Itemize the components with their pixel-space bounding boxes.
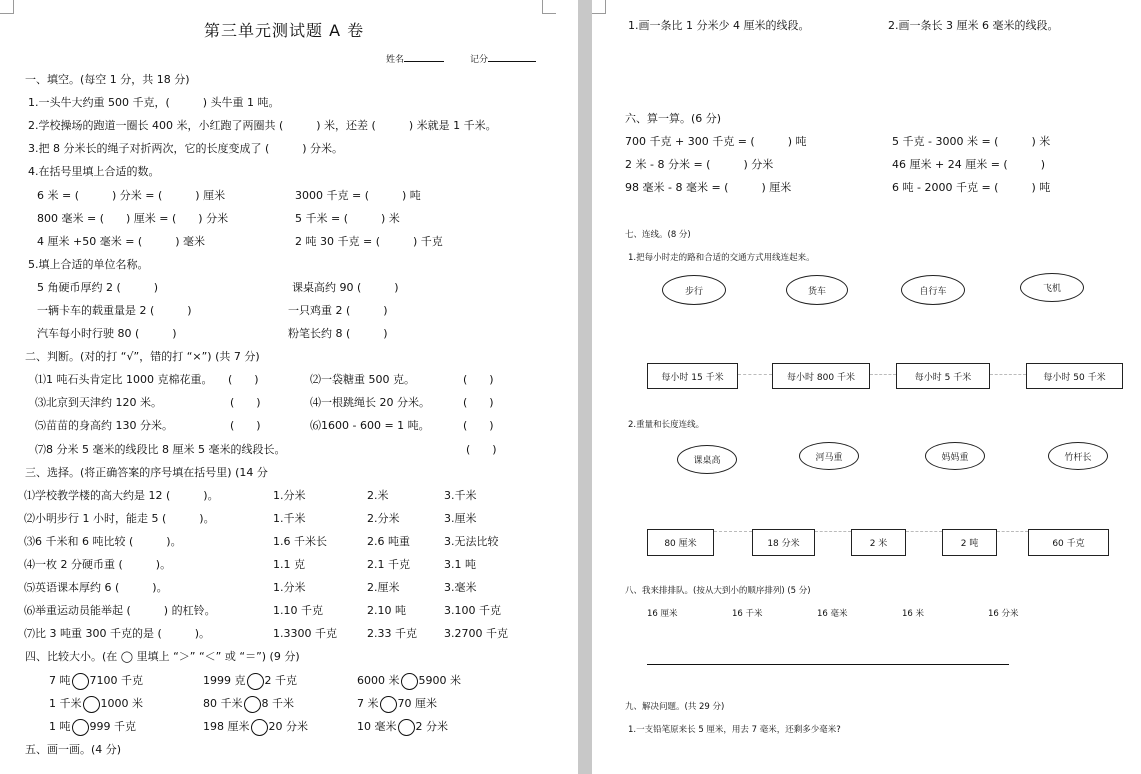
name-input-line[interactable] [404,52,444,62]
choice-question: ⑷一枚 2 分硬币重 ( )。 [24,558,172,571]
match-oval-pole-length[interactable]: 竹杆长 [1048,442,1108,470]
section-4-header: 四、比较大小。(在 ◯ 里填上 “＞” “＜” 或 “＝”) (9 分) [25,650,300,663]
match-instruction-1: 1.把每小时走的路和合适的交通方式用线连起来。 [628,253,815,263]
compare-left: 80 千米 [203,697,243,710]
question-1-5b: 课桌高约 90 ( ) [292,281,399,294]
score-input-line[interactable] [488,52,536,62]
judge-item-1: ⑴1 吨石头肯定比 1000 克棉花重。 [35,373,213,386]
choice-option-2[interactable]: 2.分米 [367,512,400,525]
page-gutter [578,0,592,774]
compare-left: 6000 米 [357,674,400,687]
score-field [470,52,536,66]
dashed-connector [990,374,1026,375]
compare-right: 2 分米 [415,720,448,733]
crop-mark [0,0,14,14]
choice-option-2[interactable]: 2.1 千克 [367,558,410,571]
question-1-3: 3.把 8 分米长的绳子对折两次，它的长度变成了 ( ) 分米。 [28,142,344,155]
question-1-4a: 6 米 = ( ) 分米 = ( ) 厘米 [37,189,226,202]
section-7-header: 七、连线。(8 分) [625,230,691,240]
compare-item [203,718,308,736]
choice-option-1[interactable]: 1.千米 [273,512,306,525]
compare-right: 2 千克 [264,674,297,687]
question-1-4: 4.在括号里填上合适的数。 [28,165,160,178]
match-rect-50km[interactable]: 每小时 50 千米 [1026,363,1123,389]
choice-question: ⑸英语课本厚约 6 ( )。 [24,581,168,594]
order-item: 16 分米 [988,609,1019,619]
compare-circle-input[interactable] [244,696,261,713]
choice-option-3[interactable]: 3.100 千克 [444,604,501,617]
order-item: 16 毫米 [817,609,848,619]
dashed-connector [870,374,896,375]
match-oval-hippo-weight[interactable]: 河马重 [799,442,859,470]
compare-left: 1999 克 [203,674,246,687]
compare-item [203,695,294,713]
question-1-5: 5.填上合适的单位名称。 [28,258,149,271]
section-8-header: 八、我来排排队。(按从大到小的顺序排列) (5 分) [625,586,811,596]
choice-option-3[interactable]: 3.无法比较 [444,535,499,548]
judge-answer-paren[interactable]: ( ) [230,396,261,409]
section-2-header: 二、判断。(对的打 “√”，错的打 “×”) (共 7 分) [25,350,260,363]
question-1-4c: 800 毫米 = ( ) 厘米 = ( ) 分米 [37,212,229,225]
judge-item-3: ⑶北京到天津约 120 米。 [35,396,162,409]
question-1-5a: 5 角硬币厚约 2 ( ) [37,281,159,294]
order-answer-line[interactable] [647,664,1009,665]
choice-option-1[interactable]: 1.6 千米长 [273,535,327,548]
calc-item-6: 6 吨 - 2000 千克 = ( ) 吨 [892,181,1051,194]
question-1-2: 2.学校操场的跑道一圈长 400 米，小红跑了两圈共 ( ) 米，还差 ( ) 米就是 1 千米。 [28,119,497,132]
judge-answer-paren[interactable]: ( ) [466,443,497,456]
dashed-connector [997,531,1028,532]
judge-item-7: ⑺8 分米 5 毫米的线段比 8 厘米 5 毫米的线段长。 [35,443,286,456]
match-oval-desk-height[interactable]: 课桌高 [677,445,737,474]
dashed-connector [815,531,851,532]
page-title: 第三单元测试题 A 卷 [204,21,365,40]
judge-answer-paren[interactable]: ( ) [228,373,259,386]
choice-option-1[interactable]: 1.分米 [273,581,306,594]
compare-right: 5900 米 [418,674,461,687]
name-field [386,52,444,66]
match-rect-2m[interactable]: 2 米 [851,529,906,556]
calc-item-5: 98 毫米 - 8 毫米 = ( ) 厘米 [625,181,792,194]
compare-item [357,695,437,713]
compare-right: 20 分米 [268,720,308,733]
compare-item [49,672,143,690]
question-1-4d: 5 千米 = ( ) 米 [295,212,400,225]
compare-right: 1000 米 [100,697,143,710]
order-item: 16 米 [902,609,925,619]
choice-option-3[interactable]: 3.千米 [444,489,477,502]
compare-circle-input[interactable] [251,719,268,736]
compare-circle-input[interactable] [380,696,397,713]
match-rect-800km[interactable]: 每小时 800 千米 [772,363,870,389]
compare-right: 999 千克 [89,720,136,733]
crop-mark [592,0,606,14]
choice-option-3[interactable]: 3.1 吨 [444,558,476,571]
choice-option-2[interactable]: 2.10 吨 [367,604,406,617]
compare-right: 7100 千克 [89,674,143,687]
question-1-5f: 粉笔长约 8 ( ) [288,327,388,340]
compare-left: 1 吨 [49,720,71,733]
compare-right: 70 厘米 [397,697,437,710]
draw-question-1: 1.画一条比 1 分米少 4 厘米的线段。 [628,19,810,32]
compare-circle-input[interactable] [72,673,89,690]
problem-1: 1.一支铅笔原来长 5 厘米，用去 7 毫米，还剩多少毫米? [628,725,841,735]
judge-answer-paren[interactable]: ( ) [463,419,494,432]
judge-item-2: ⑵一袋糖重 500 克。 [310,373,415,386]
choice-question: ⑴学校教学楼的高大约是 12 ( )。 [24,489,219,502]
choice-option-3[interactable]: 3.毫米 [444,581,477,594]
dashed-connector [906,531,942,532]
compare-left: 10 毫米 [357,720,397,733]
question-1-4b: 3000 千克 = ( ) 吨 [295,189,421,202]
compare-circle-input[interactable] [401,673,418,690]
dashed-connector [714,531,752,532]
match-oval-walking[interactable]: 步行 [662,275,726,305]
choice-option-2[interactable]: 2.33 千克 [367,627,417,640]
choice-option-1[interactable]: 1.10 千克 [273,604,323,617]
match-rect-60kg[interactable]: 60 千克 [1028,529,1109,556]
compare-left: 198 厘米 [203,720,250,733]
match-instruction-2: 2.重量和长度连线。 [628,420,705,430]
draw-question-2: 2.画一条长 3 厘米 6 毫米的线段。 [888,19,1059,32]
section-1-header: 一、填空。(每空 1 分，共 18 分) [25,73,190,86]
choice-option-2[interactable]: 2.6 吨重 [367,535,410,548]
choice-option-3[interactable]: 3.2700 千克 [444,627,508,640]
match-oval-mom-weight[interactable]: 妈妈重 [925,442,985,470]
calc-item-2: 5 千克 - 3000 米 = ( ) 米 [892,135,1051,148]
score-label: 记分 [470,55,489,65]
match-oval-bicycle[interactable]: 自行车 [901,275,965,305]
choice-option-1[interactable]: 1.3300 千克 [273,627,337,640]
match-rect-15km[interactable]: 每小时 15 千米 [647,363,738,389]
question-1-5c: 一辆卡车的载重量是 2 ( ) [37,304,192,317]
question-1-5e: 汽车每小时行驶 80 ( ) [37,327,177,340]
section-6-header: 六、算一算。(6 分) [625,112,722,125]
choice-option-2[interactable]: 2.米 [367,489,389,502]
section-9-header: 九、解决问题。(共 29 分) [625,702,725,712]
compare-item [203,672,297,690]
match-rect-18dm[interactable]: 18 分米 [752,529,815,556]
question-1-4f: 2 吨 30 千克 = ( ) 千克 [295,235,443,248]
compare-circle-input[interactable] [72,719,89,736]
match-rect-80cm[interactable]: 80 厘米 [647,529,714,556]
calc-item-1: 700 千克 + 300 千克 = ( ) 吨 [625,135,807,148]
calc-item-4: 46 厘米 + 24 厘米 = ( ) [892,158,1045,171]
choice-option-1[interactable]: 1.1 克 [273,558,305,571]
order-item: 16 厘米 [647,609,678,619]
match-rect-2t[interactable]: 2 吨 [942,529,997,556]
compare-item [357,672,461,690]
judge-item-6: ⑹1600 - 600 = 1 吨。 [310,419,430,432]
compare-left: 7 吨 [49,674,71,687]
section-3-header: 三、选择。(将正确答案的序号填在括号里) (14 分 [25,466,268,479]
choice-option-3[interactable]: 3.厘米 [444,512,477,525]
compare-item [49,718,136,736]
compare-circle-input[interactable] [398,719,415,736]
name-label: 姓名 [386,55,405,65]
compare-right: 8 千米 [261,697,294,710]
choice-question: ⑶6 千米和 6 吨比较 ( )。 [24,535,182,548]
judge-answer-paren[interactable]: ( ) [230,419,261,432]
choice-question: ⑵小明步行 1 小时，能走 5 ( )。 [24,512,215,525]
question-1-4e: 4 厘米 +50 毫米 = ( ) 毫米 [37,235,205,248]
calc-item-3: 2 米 - 8 分米 = ( ) 分米 [625,158,774,171]
compare-left: 1 千米 [49,697,82,710]
choice-question: ⑺比 3 吨重 300 千克的是 ( )。 [24,627,211,640]
compare-circle-input[interactable] [83,696,100,713]
order-item: 16 千米 [732,609,763,619]
match-rect-5km[interactable]: 每小时 5 千米 [896,363,990,389]
choice-question: ⑹举重运动员能举起 ( ) 的杠铃。 [24,604,216,617]
section-5-header: 五、画一画。(4 分) [25,743,122,756]
match-oval-truck[interactable]: 货车 [786,275,848,305]
choice-option-1[interactable]: 1.分米 [273,489,306,502]
compare-left: 7 米 [357,697,379,710]
compare-item [357,718,448,736]
compare-item [49,695,143,713]
question-1-5d: 一只鸡重 2 ( ) [288,304,388,317]
dashed-connector [738,374,772,375]
match-oval-airplane[interactable]: 飞机 [1020,273,1084,302]
crop-mark [542,0,556,14]
exam-page-right [592,0,1141,774]
choice-option-2[interactable]: 2.厘米 [367,581,400,594]
compare-circle-input[interactable] [247,673,264,690]
judge-answer-paren[interactable]: ( ) [463,396,494,409]
judge-item-5: ⑸苗苗的身高约 130 分米。 [35,419,173,432]
judge-answer-paren[interactable]: ( ) [463,373,494,386]
question-1-1: 1.一头牛大约重 500 千克，( ) 头牛重 1 吨。 [28,96,280,109]
judge-item-4: ⑷一根跳绳长 20 分米。 [310,396,430,409]
